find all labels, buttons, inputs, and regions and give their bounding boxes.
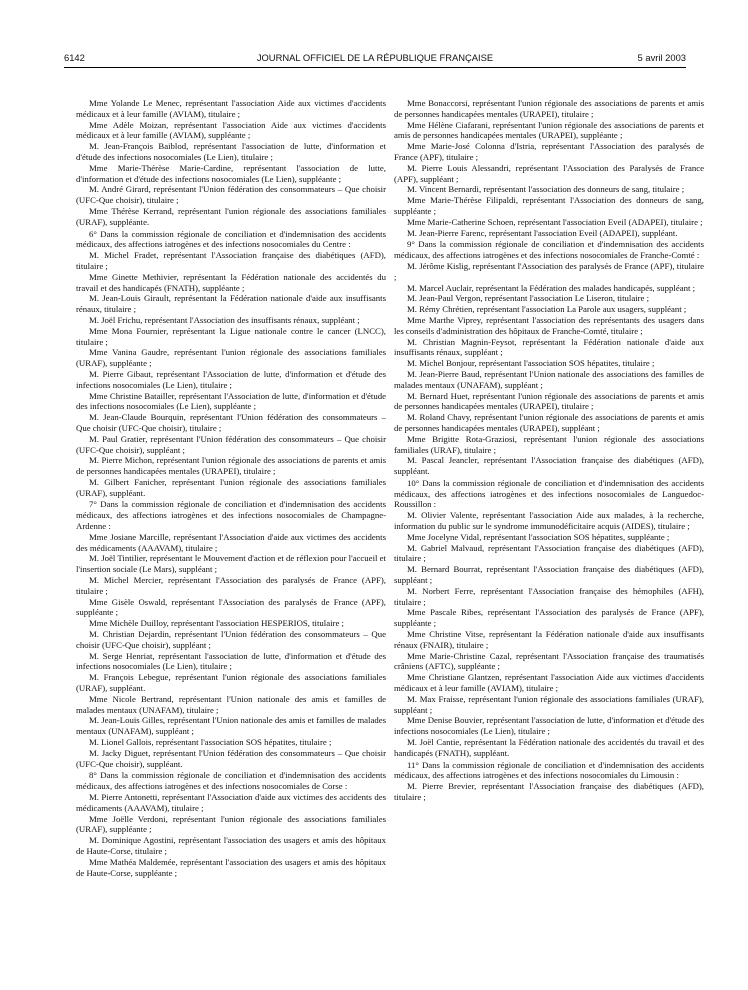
member-entry: M. Michel Bonjour, représentant l'association SOS hépatites, titulaire ; — [407, 358, 655, 369]
member-entry: M. Olivier Valente, représentant l'association Aide aux malades, à la recherche, information du public sur le syndrome immunodéficitaire acquis (AIDES), titulaire ; — [394, 510, 704, 532]
member-entry: Mme Yolande Le Menec, représentant l'association Aide aux victimes d'accidents médicaux et à leur famille (AVIAM), titulaire ; — [76, 98, 386, 119]
member-entry: Mme Josiane Marcille, représentant l'Association d'aide aux victimes des accidents des médicaments (AAAVAM), titulaire ; — [76, 531, 386, 553]
member-entry: Mme Marie-Thérèse Marie-Cardine, représentant l'association de lutte, d'information et d'étude des infections nosocomiales (Le Lien), suppléante ; — [76, 162, 386, 184]
member-entry: M. Jean-Claude Bourquin, représentant l'Union fédération des consommateurs – Que choisir (UFC-Que choisir), titulaire ; — [76, 412, 386, 433]
member-entry: M. Jean-Pierre Baud, représentant l'Union nationale des associations des familles de malades mentaux (UNAFAM), suppléant ; — [394, 368, 704, 390]
right-column — [394, 98, 704, 978]
member-entry: M. Serge Henriat, représentant l'association de lutte, d'information et d'étude des infections nosocomiales (Le Lien), titulaire ; — [76, 650, 386, 672]
member-entry: Mme Marie-Thérèse Filipaldi, représentant l'Association des donneurs de sang, suppléante ; — [394, 195, 704, 216]
section-heading: 11° Dans la commission régionale de conciliation et d'indemnisation des accidents médicaux, des affections iatrogènes et des infections nosocomiales du Limousin : — [394, 759, 704, 781]
section-heading: 8° Dans la commission régionale de conciliation et d'indemnisation des accidents médicaux, des affections iatrogènes et des infections nosocomiales de Corse : — [76, 770, 386, 792]
member-entry: M. André Girard, représentant l'Union fédération des consommateurs – Que choisir (UFC-Que choisir), titulaire ; — [76, 184, 386, 206]
member-entry: Mme Marie-José Colonna d'Istria, représentant l'Association des paralysés de France (APF), titulaire ; — [394, 141, 704, 162]
member-entry: M. Jean-Pierre Farenc, représentant l'association Eveil (ADAPEI), suppléant. — [407, 227, 678, 238]
member-entry: M. Pierre Gibaut, représentant l'Association de lutte, d'information et d'étude des infections nosocomiales (Le Lien), titulaire ; — [76, 368, 386, 390]
member-entry: Mme Thérèse Kerrand, représentant l'union régionale des associations familiales (URAF), suppléante. — [76, 205, 386, 227]
member-entry: Mme Adèle Moizan, représentant l'association Aide aux victimes d'accidents médicaux et à leur famille (AVIAM), suppléante ; — [76, 119, 386, 141]
member-entry: M. Joël Tintilier, représentant le Mouvement d'action et de réflexion pour l'accueil et l'insertion sociale (Le Mars), suppléant ; — [76, 553, 386, 575]
member-entry: M. Joël Cantie, représentant la Fédération nationale des accidentés du travail et des handicapés (FNATH), suppléant. — [394, 737, 704, 758]
member-entry: M. Jean-Paul Vergon, représentant l'association Le Liseron, titulaire ; — [407, 293, 650, 304]
member-entry: M. Norbert Ferre, représentant l'Association française des hémophiles (AFH), titulaire ; — [394, 585, 704, 607]
member-entry: M. Jacky Diguet, représentant l'Union fédération des consommateurs – Que choisir (UFC-Que choisir), suppléant. — [76, 747, 386, 769]
member-entry: M. Jérôme Kislig, représentant l'Association des paralysés de France (APF), titulaire ; — [394, 260, 704, 282]
member-entry: Mme Jocelyne Vidal, représentant l'association SOS hépatites, suppléante ; — [407, 531, 670, 542]
member-entry: Mme Mathéa Maldemée, représentant l'association des usagers et amis des hôpitaux de Haute-Corse, suppléante ; — [76, 856, 386, 878]
header-rule — [64, 67, 686, 68]
journal-title: JOURNAL OFFICIEL DE LA RÉPUBLIQUE FRANÇAISE — [256, 52, 494, 63]
member-entry: Mme Christine Batailler, représentant l'Association de lutte, d'information et d'étude des infections nosocomiales (Le Lien), suppléante ; — [76, 390, 386, 412]
member-entry: M. Bernard Huet, représentant l'union régionale des associations de parents et amis de personnes handicapées mentales (URAPEI), titulaire ; — [394, 390, 704, 412]
member-entry: M. François Lebegue, représentant l'union régionale des associations familiales (URAF), suppléant. — [76, 672, 386, 694]
member-entry: Mme Marie-Christine Cazal, représentant l'Association française des traumatisés crâniens (AFTC), suppléante ; — [394, 650, 704, 672]
section-heading: 7° Dans la commission régionale de conciliation et d'indemnisation des accidents médicaux, des affections iatrogènes et des infections nosocomiales de Champagne-Ardenne : — [76, 499, 386, 532]
member-entry: M. Pierre Louis Alessandri, représentant l'Association des Paralysés de France (APF), suppléant ; — [394, 162, 704, 184]
member-entry: Mme Denise Bouvier, représentant l'association de lutte, d'information et d'étude des infections nosocomiales (Le Lien), titulaire ; — [394, 715, 704, 737]
member-entry: Mme Vanina Gaudre, représentant l'union régionale des associations familiales (URAF), suppléante ; — [76, 347, 386, 369]
member-entry: Mme Ginette Methivier, représentant la Fédération nationale des accidentés du travail et des handicapés (FNATH), suppléante ; — [76, 271, 386, 293]
member-entry: M. Marcel Auclair, représentant la Fédération des malades handicapés, suppléant ; — [407, 282, 696, 293]
page-number: 6142 — [64, 52, 85, 63]
member-entry: M. Pierre Brevier, représentant l'Association française des diabétiques (AFD), titulaire ; — [394, 781, 704, 802]
left-column — [76, 98, 386, 978]
member-entry: M. Bernard Bourrat, représentant l'Association française des diabétiques (AFD), suppléant ; — [394, 564, 704, 586]
member-entry: M. Jean-François Baiblod, représentant l'association de lutte, d'information et d'étude des infections nosocomiales (Le Lien), titulaire ; — [76, 141, 386, 162]
member-entry: M. Christian Magnin-Feysot, représentant la Fédération nationale d'aide aux insuffisants rénaux, suppléant ; — [394, 336, 704, 358]
member-entry: M. Dominique Agostini, représentant l'association des usagers et amis des hôpitaux de Haute-Corse, titulaire ; — [76, 835, 386, 856]
member-entry: Mme Nicole Bertrand, représentant l'Union nationale des amis et familles de malades mentaux (UNAFAM), titulaire ; — [76, 693, 386, 715]
member-entry: Mme Pascale Ribes, représentant l'Association des paralysés de France (APF), suppléante ; — [394, 607, 704, 629]
member-entry: M. Rémy Chrétien, représentant l'association La Parole aux usagers, suppléant ; — [407, 304, 687, 315]
section-heading: 6° Dans la commission régionale de conciliation et d'indemnisation des accidents médicaux, des affections iatrogènes et des infections nosocomiales du Centre : — [76, 228, 386, 250]
member-entry: M. Max Fraisse, représentant l'union régionale des associations familiales (URAF), suppléant ; — [394, 693, 704, 715]
member-entry: M. Pascal Jeancler, représentant l'Association française des diabétiques (AFD), suppléant. — [394, 455, 704, 477]
member-entry: M. Pierre Antonetti, représentant l'Association d'aide aux victimes des accidents des médicaments (AAAVAM), titulaire ; — [76, 792, 386, 813]
member-entry: M. Pierre Michon, représentant l'union régionale des associations de parents et amis de personnes handicapées mentales (URAPEI), titulaire ; — [76, 455, 386, 477]
member-entry: Mme Joëlle Verdoni, représentant l'union régionale des associations familiales (URAF), suppléante ; — [76, 813, 386, 835]
member-entry: Mme Christine Vitse, représentant la Fédération nationale d'aide aux insuffisants rénaux (FNAIR), titulaire ; — [394, 629, 704, 650]
member-entry: Mme Christiane Glantzen, représentant l'association Aide aux victimes d'accidents médicaux et à leur famille (AVIAM), titulaire ; — [394, 672, 704, 694]
member-entry: M. Paul Gratier, représentant l'Union fédération des consommateurs – Que choisir (UFC-Que choisir), suppléant ; — [76, 433, 386, 455]
member-entry: M. Michel Mercier, représentant l'Association des paralysés de France (APF), titulaire ; — [76, 575, 386, 596]
member-entry: Mme Marie-Catherine Schoen, représentant l'association Eveil (ADAPEI), titulaire ; — [407, 216, 703, 227]
member-entry: M. Joël Frichu, représentant l'Association des insuffisants rénaux, suppléant ; — [89, 314, 360, 325]
publication-date: 5 avril 2003 — [637, 52, 686, 63]
member-entry: M. Roland Chavy, représentant l'union régionale des associations de parents et amis de personnes handicapées mentales (URAPEI), suppléant ; — [394, 412, 704, 433]
section-heading: 10° Dans la commission régionale de conciliation et d'indemnisation des accidents médicaux, des affections iatrogènes et des infections nosocomiales de Languedoc-Roussillon : — [394, 477, 704, 510]
member-entry: Mme Michèle Duilloy, représentant l'association HESPERIOS, titulaire ; — [89, 618, 344, 629]
member-entry: Mme Hélène Ciafarani, représentant l'union régionale des associations de parents et amis de personnes handicapées mentales (URAPEI), suppléante ; — [394, 119, 704, 141]
member-entry: M. Lionel Gallois, représentant l'association SOS hépatites, titulaire ; — [89, 737, 332, 748]
member-entry: M. Christian Dejardin, représentant l'Union fédération des consommateurs – Que choisir (UFC-Que choisir), suppléant ; — [76, 629, 386, 650]
member-entry: Mme Gisèle Oswald, représentant l'Association des paralysés de France (APF), suppléante ; — [76, 596, 386, 618]
member-entry: M. Vincent Bernardi, représentant l'association des donneurs de sang, titulaire ; — [407, 184, 685, 195]
member-entry: Mme Bonaccorsi, représentant l'union régionale des associations de parents et amis de personnes handicapées mentales (URAPEI), titulaire ; — [394, 98, 704, 119]
member-entry: Mme Brigitte Rota-Graziosi, représentant l'union régionale des associations familiales (URAF), titulaire ; — [394, 433, 704, 455]
member-entry: M. Jean-Louis Gilles, représentant l'Union nationale des amis et familles de malades mentaux (UNAFAM), suppléant ; — [76, 715, 386, 737]
member-entry: Mme Marthe Viprey, représentant l'association des représentants des usagers dans les conseils d'administration des hôpitaux de Franche-Comté, titulaire ; — [394, 314, 704, 336]
member-entry: M. Michel Fradet, représentant l'Association française des diabétiques (AFD), titulaire ; — [76, 250, 386, 271]
member-entry: M. Gabriel Malvaud, représentant l'Association française des diabétiques (AFD), titulaire ; — [394, 542, 704, 564]
member-entry: Mme Mona Fournier, représentant la Ligue nationale contre le cancer (LNCC), titulaire ; — [76, 325, 386, 347]
section-heading: 9° Dans la commission régionale de conciliation et d'indemnisation des accidents médicaux, des affections iatrogènes et des infections nosocomiales de Franche-Comté : — [394, 239, 704, 261]
member-entry: M. Gilbert Fanicher, représentant l'union régionale des associations familiales (URAF), suppléant. — [76, 476, 386, 498]
page-header — [64, 52, 686, 66]
member-entry: M. Jean-Louis Girault, représentant la Fédération nationale d'aide aux insuffisants rénaux, titulaire ; — [76, 293, 386, 315]
